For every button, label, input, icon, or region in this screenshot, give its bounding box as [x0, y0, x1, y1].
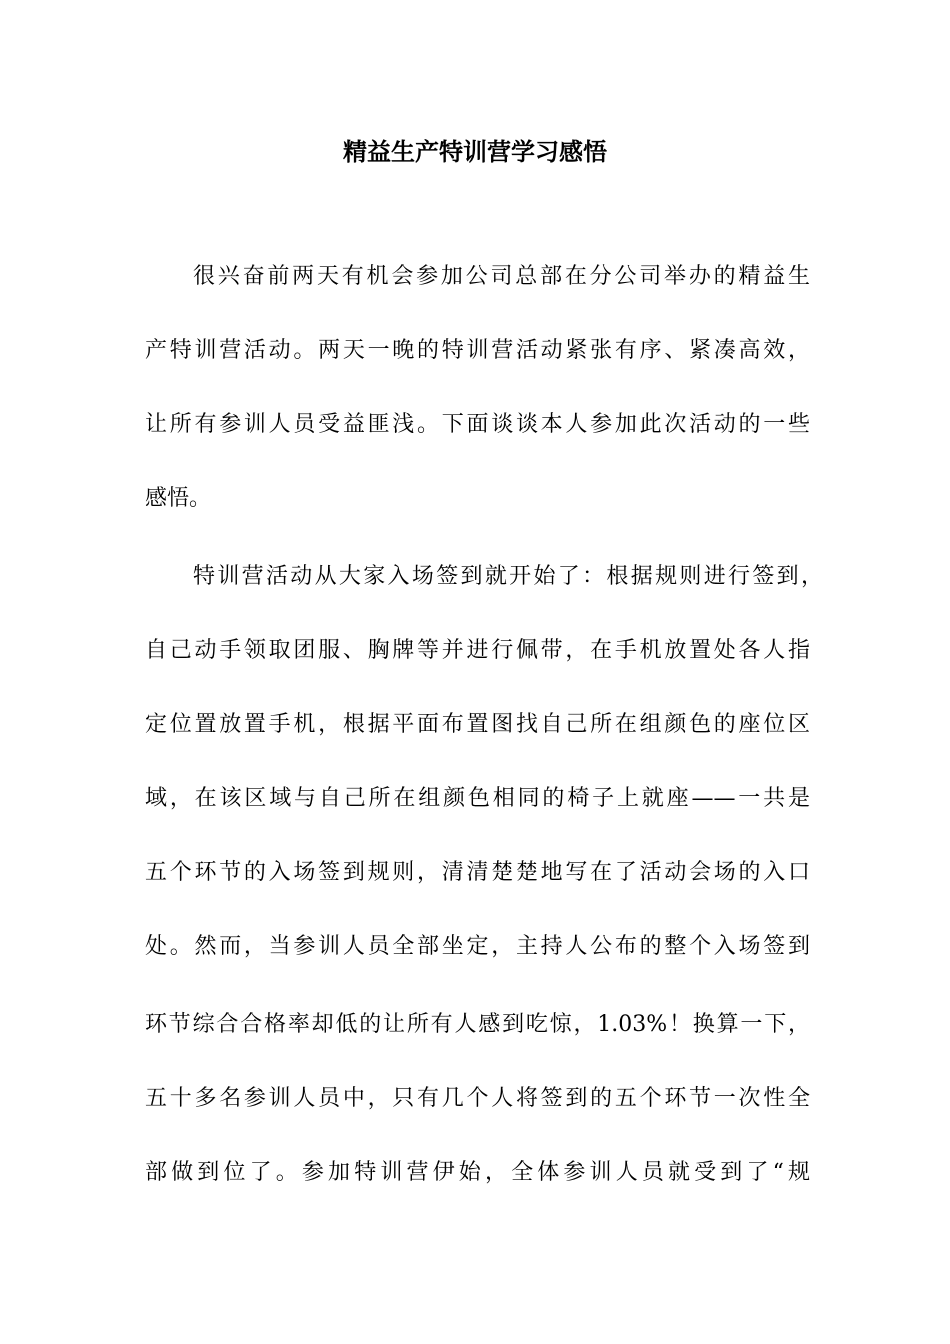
document-title: 精益生产特训营学习感悟	[343, 137, 607, 166]
paragraph-line: 让所有参训人员受益匪浅。下面谈谈本人参加此次活动的一些	[145, 412, 810, 437]
paragraph-line: 定位置放置手机，根据平面布置图找自己所在组颜色的座位区	[145, 712, 810, 737]
paragraph-line: 特训营活动从大家入场签到就开始了：根据规则进行签到，	[193, 564, 823, 589]
paragraph-line: 部做到位了。参加特训营伊始，全体参训人员就受到了“规	[145, 1160, 810, 1185]
paragraph-line: 五个环节的入场签到规则，清清楚楚地写在了活动会场的入口	[145, 860, 810, 885]
paragraph-line: 域，在该区域与自己所在组颜色相同的椅子上就座——一共是	[145, 786, 810, 811]
paragraph-line: 产特训营活动。两天一晚的特训营活动紧张有序、紧凑高效，	[145, 338, 810, 363]
paragraph-line: 自己动手领取团服、胸牌等并进行佩带，在手机放置处各人指	[145, 638, 810, 663]
paragraph-line: 很兴奋前两天有机会参加公司总部在分公司举办的精益生	[193, 264, 810, 289]
paragraph-line: 处。然而，当参训人员全部坐定，主持人公布的整个入场签到	[145, 934, 810, 959]
paragraph-line: 五十多名参训人员中，只有几个人将签到的五个环节一次性全	[145, 1086, 810, 1111]
paragraph-line: 感悟。	[145, 486, 212, 511]
paragraph-line: 环节综合合格率却低的让所有人感到吃惊，1.03%！换算一下，	[145, 1012, 810, 1037]
